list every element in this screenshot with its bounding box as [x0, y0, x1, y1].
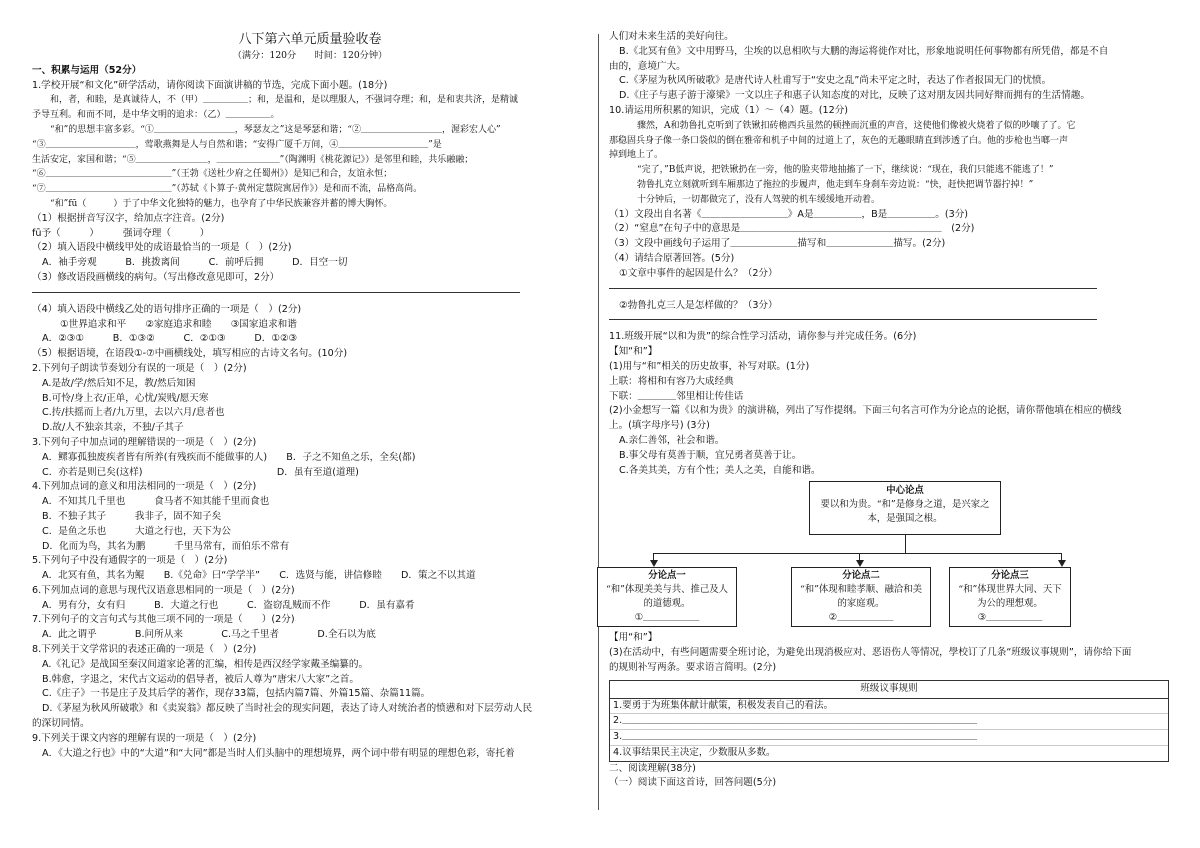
- right-question-line: 10.请运用所积累的知识，完成（1）～（4）题。(12分): [609, 104, 849, 116]
- left-question-line: ①世界追求和平 ②家庭追求和睦 ③国家追求和谐: [60, 318, 297, 330]
- left-question-line: 生活安定，家国和谐；“⑤＿＿＿＿＿＿＿＿，＿＿＿＿＿＿＿”（陶渊明《桃花源记》）是邻里和睦，共乐融融；: [32, 154, 474, 165]
- arrow-branch1: [650, 560, 658, 567]
- left-question-line: A．袖手旁观 B．挑拨离间 C．前呼后拥 D．目空一切: [42, 257, 348, 269]
- left-question-line: 2.下列句子朗读节奏划分有误的一项是（ ）(2分): [32, 362, 247, 374]
- left-question-line: 1.学校开展“和文化”研学活动，请你阅读下面演讲稿的节选，完成下面小题。(18分): [32, 79, 388, 91]
- right-column: [605, 30, 1169, 791]
- right-question-line: 人们对未来生活的美好向往。: [609, 31, 734, 42]
- right-question-line: (1)用与“和”相关的历史故事，补写对联。(1分): [609, 360, 810, 372]
- class-rule-item: 1.要勇于为班集体献计献策，积极发表自己的看法。: [610, 699, 1168, 715]
- sub-argument-3-blank[interactable]: ③＿＿＿＿＿＿: [977, 612, 1043, 624]
- left-question-line: 予导互利。和而不同，是中华文明的追求：（乙）＿＿＿＿＿。: [32, 110, 280, 121]
- section-two: [609, 762, 1169, 792]
- reading-line: （一）阅读下面这首诗，回答问题(5分): [609, 777, 777, 789]
- left-question-line: “和”的思想丰富多彩。“①＿＿＿＿＿＿＿＿＿，琴瑟友之”这是琴瑟和谐；“②＿＿＿＿＿＿＿＿＿，渥彩宏人心”: [50, 124, 501, 135]
- center-thesis-text: 要以和为贵。“和”是修身之道，是兴家之本，是强国之根。: [820, 499, 990, 525]
- left-question-line: （5）根据语境，在语段①-⑦中画横线处，填写相应的古诗文名句。(10分): [32, 348, 348, 360]
- right-question-line: 十分钟后，一切都做完了，没有人驾驶的机车缓缓地开动着。: [637, 194, 881, 205]
- left-question-line: 7.下列句子的文言句式与其他三项不同的一项是（ ）(2分): [32, 614, 295, 626]
- right-question-line: 勃鲁扎克立刻就听到车厢那边了拖拉的步履声，他走到车身刹车旁边说：“快，赶快把调节器拧掉！”: [637, 179, 1034, 190]
- sub-argument-box-2: [791, 567, 931, 627]
- sub-argument-1-blank[interactable]: ①＿＿＿＿＿＿: [634, 612, 700, 624]
- left-question-line: 9.下列关于课文内容的理解有误的一项是（ ）(2分): [32, 732, 257, 744]
- right-question-line: “完了，”B低声说，把铁锹扔在一旁，他的脸夹带地抽搐了一下，继续说：“现在，我们只能逃不能逃了！”: [637, 165, 1054, 176]
- left-question-line: （3）修改语段画横线的病句。（写出修改意见即可，2分）: [32, 271, 280, 283]
- right-question-line: 那稳固兵身子像一条口袋似的倒在雅帝和机子中间的过道上了，灰色的无趣眼睛直到涉透了白。他的步枪也当啷一声: [609, 135, 1069, 146]
- left-question-line: 8.下列关于文学常识的表述正确的一项是（ ）(2分): [32, 644, 257, 656]
- left-question-line: “和”fū（ ）于了中华文化独特的魅力，也孕育了中华民族兼容并蓄的博大胸怀。: [50, 198, 393, 209]
- left-question-line: B．不独子其子 我非子，固不知子矣: [42, 510, 222, 522]
- right-question-line: A.亲仁善邻，社会和谐。: [619, 434, 725, 446]
- left-question-line: “③＿＿＿＿＿＿＿＿＿＿，莺歌燕舞是人与自然和谐；“安得广厦千万间，④＿＿＿＿＿＿＿＿＿＿”是: [32, 139, 442, 150]
- left-question-line: C.《庄子》一书是庄子及其后学的著作，现存33篇，包括内篇7篇、外篇15篇、杂篇11篇。: [42, 688, 431, 700]
- left-question-line: B.韩愈，字退之，宋代古文运动的倡导者，被后人尊为“唐宋八大家”之首。: [42, 673, 359, 685]
- left-question-line: 5.下列句子中没有通假字的一项是（ ）(2分): [32, 555, 228, 567]
- left-question-line: D．化而为鸟，其名为鹏 千里马常有，而伯乐不常有: [42, 540, 290, 552]
- left-column: [32, 30, 588, 761]
- left-question-line: D.故/人不独亲其亲，不独/子其子: [42, 422, 184, 434]
- left-question-line: D.《茅屋为秋风所破歌》和《卖炭翁》都反映了当时社会的现实问题，表达了诗人对统治者的愤懑和对下层劳动人民: [42, 703, 533, 715]
- right-question-line: 由的，意境广大。: [609, 60, 686, 72]
- left-question-line: “⑥＿＿＿＿＿＿＿＿＿＿＿＿＿＿”（王勃《送杜少府之任蜀州》）是知己和合，友谊永恒；: [32, 169, 393, 180]
- right-question-line: B.事父母有莫善于顺，宜兄勇者莫善于让。: [619, 449, 802, 461]
- center-thesis-title: 中心论点: [886, 485, 924, 497]
- left-question-line: 6.下列加点词的意思与现代汉语意思相同的一项是（ ）(2分): [32, 584, 295, 596]
- right-question-line: （4）请结合原著回答。(5分): [609, 252, 735, 264]
- right-question-line: （2）“窒息”在句子中的意思是＿＿＿＿＿＿＿＿＿＿＿＿＿＿＿＿＿＿＿＿＿ (2分): [609, 223, 975, 235]
- right-question-line: D.《庄子与惠子游于濠梁》一文以庄子和惠子认知态度的对比，反映了这对朋友因共同好辩而拥有的生活情趣。: [619, 90, 1090, 102]
- left-question-lines: [32, 64, 588, 762]
- column-divider: [598, 34, 599, 810]
- left-question-line: C.抟/扶摇而上者/九万里，去以六月/息者也: [42, 407, 225, 419]
- left-question-line: A．男有分，女有归 B．大道之行也 C．盗窃乱贼而不作 D．虽有嘉肴: [42, 599, 415, 611]
- arrow-branch3: [1058, 560, 1066, 567]
- arrow-branch2: [856, 560, 864, 567]
- right-question-line: 【知“和”】: [609, 346, 658, 358]
- right-question-line: C.各美其美，方有个性；美人之美，自能和谐。: [619, 464, 821, 476]
- right-question-line: （1）文段出自名著《＿＿＿＿＿＿＿＿＿》A是＿＿＿＿＿，B是＿＿＿＿＿。(3分): [609, 208, 969, 220]
- left-question-answer-line[interactable]: [32, 292, 520, 293]
- left-question-line: A．②③① B．①③② C．②①③ D．①②③: [42, 333, 298, 345]
- left-question-line: A．此之谓乎 B.问所从来 C.马之千里者 D.全石以为底: [42, 629, 376, 641]
- sub-argument-box-3: [949, 567, 1071, 627]
- left-question-line: 和，者，和睦，是真诚待人，不（甲）＿＿＿＿＿；和，是温和，是以理服人，不强词夺理；和，是和衷共济，是精诚: [50, 95, 519, 106]
- center-thesis-box: [809, 481, 1001, 535]
- left-question-line: 3.下列句子中加点词的理解错误的一项是（ ）(2分): [32, 436, 257, 448]
- left-question-line: A.是故/学/然后知不足，教/然后知困: [42, 377, 196, 389]
- right-question-answer-line[interactable]: [609, 319, 1097, 320]
- reading-line: 二、阅读理解(38分): [609, 762, 696, 774]
- outline-diagram: [605, 481, 1062, 629]
- left-question-line: （4）填入语段中横线乙处的语句排序正确的一项是（ ）(2分): [32, 303, 302, 315]
- left-question-line: A．北冥有鱼，其名为鲲 B.《兑命》曰“学学半” C．选贤与能，讲信修睦 D．策之不以其道: [42, 570, 476, 582]
- right-question-line: C.《茅屋为秋风所破歌》是唐代诗人杜甫写于“安史之乱”尚未平定之时，表达了作者报国无门的忧愤。: [619, 75, 1052, 87]
- right-bottom-lines: [609, 631, 1169, 675]
- class-rule-item[interactable]: 3.＿＿＿＿＿＿＿＿＿＿＿＿＿＿＿＿＿＿＿＿＿＿＿＿＿＿＿＿＿＿＿＿＿＿＿＿＿: [610, 730, 1168, 746]
- left-question-line: （1）根据拼音写汉字，给加点字注音。(2分): [32, 212, 225, 224]
- sub-argument-3-title: 分论点三: [991, 570, 1029, 582]
- right-question-lines: [609, 30, 1169, 478]
- sub-argument-2-title: 分论点二: [842, 570, 880, 582]
- right-question-line: 11.班级开展“以和为贵”的综合性学习活动，请你参与并完成任务。(6分): [609, 331, 917, 343]
- exam-subtitle: （满分：120分 时间：120分钟）: [232, 50, 388, 61]
- class-rule-item: 4.议事结果民主决定，少数服从多数。: [613, 746, 776, 758]
- class-rules-title: 班级议事规则: [610, 681, 1168, 699]
- use-he-line: (3)在活动中，有些问题需要全班讨论，为避免出现消极应对、恶语伤人等情况，學校订了几条“班级议事规则”，请你给下面: [609, 647, 1132, 659]
- left-question-line: 一、积累与运用（52分）: [32, 64, 142, 76]
- left-question-line: （2）填入语段中横线甲处的成语最恰当的一项是（ ）(2分): [32, 242, 292, 254]
- left-question-line: C．是鱼之乐也 大道之行也，天下为公: [42, 525, 231, 537]
- right-question-line: 上联：将相和有容乃大成经典: [609, 375, 734, 387]
- left-question-line: A．《大道之行也》中的“大道”和“大同”都是当时人们头脑中的理想境界，两个词中带有明显的理想色彩，寄托着: [42, 747, 515, 759]
- sub-argument-1-text: “和”体现美美与共、推己及人的道德观。: [605, 584, 729, 610]
- right-question-line: 骤然，A和勃鲁扎克听到了铁锹扣砖檐西兵虽然的顿挫而沉重的声音，这使他们像被火烧着了似的吵嚷了了。它: [637, 120, 1076, 131]
- sub-argument-2-blank[interactable]: ②＿＿＿＿＿＿: [828, 612, 894, 624]
- right-question-line: 上。(填字母序号) (3分): [609, 420, 710, 432]
- right-question-line: ①文章中事件的起因是什么？（2分）: [619, 267, 778, 279]
- right-question-line: (2)小金想写一篇《以和为贵》的演讲稿，列出了写作提纲。下面三句名言可作为分论点的论据，请你帮他填在相应的横线: [609, 405, 1122, 417]
- class-rules-items: [610, 699, 1168, 761]
- right-question-line: ②勃鲁扎克三人是怎样做的？（3分）: [619, 299, 778, 311]
- right-question-line: 掉到地上了。: [609, 150, 664, 161]
- sub-argument-3-text: “和”体现世界大同、天下为公的理想观。: [958, 584, 1062, 610]
- use-he-line: 【用“和”】: [609, 632, 658, 644]
- left-question-line: “⑦＿＿＿＿＿＿＿＿＿＿＿＿＿＿”（苏轼《卜算子·黄州定慧院寓居作》）是和而不流，品格高尚。: [32, 184, 423, 195]
- left-question-line: fū予（ ） 强词夺理（ ）: [32, 227, 210, 239]
- class-rule-item[interactable]: 2.＿＿＿＿＿＿＿＿＿＿＿＿＿＿＿＿＿＿＿＿＿＿＿＿＿＿＿＿＿＿＿＿＿＿＿＿＿: [610, 714, 1168, 730]
- connector-vertical: [905, 535, 906, 553]
- left-question-line: A．鳏寡孤独废疾者皆有所养(有残疾而不能做事的人) B．子之不知鱼之乐，全矣(都): [42, 451, 416, 463]
- right-question-line: 下联：＿＿＿＿邻里相让传佳话: [609, 390, 744, 402]
- right-question-line: B.《北冥有鱼》文中用野马，尘埃的以息相吹与大鹏的海运将徙作对比，形象地说明任何事物都有所凭借，都是不自: [619, 45, 1109, 57]
- sub-argument-2-text: “和”体现和睦孝顺、融洽和美的家庭观。: [799, 584, 923, 610]
- sub-argument-1-title: 分论点一: [648, 570, 686, 582]
- right-question-line: （3）文段中画线句子运用了＿＿＿＿＿＿＿描写和＿＿＿＿＿＿＿描写。(2分): [609, 238, 946, 250]
- left-question-line: A．不知其几千里也 食马者不知其能千里而食也: [42, 496, 270, 508]
- left-question-line: A.《礼记》是战国至秦汉间道家论著的汇编，相传是西汉经学家戴圣编纂的。: [42, 658, 369, 670]
- left-question-line: B.可怜/身上衣/正单，心忧/炭贱/愿天寒: [42, 392, 209, 404]
- connector-horizontal: [653, 553, 1061, 554]
- left-question-line: 4.下列加点词的意义和用法相同的一项是（ ）(2分): [32, 481, 257, 493]
- use-he-line: 的规则补写两条。要求语言简明。(2分): [609, 661, 777, 673]
- right-question-answer-line[interactable]: [609, 288, 1097, 289]
- left-question-line: 的深切同情。: [32, 718, 90, 730]
- exam-title: 八下第六单元质量验收卷: [238, 32, 382, 47]
- class-rules-table: [609, 680, 1169, 762]
- left-question-line: C．亦若是则已矣(这样) D．虽有至道(道理): [42, 466, 359, 478]
- sub-argument-box-1: [597, 567, 737, 627]
